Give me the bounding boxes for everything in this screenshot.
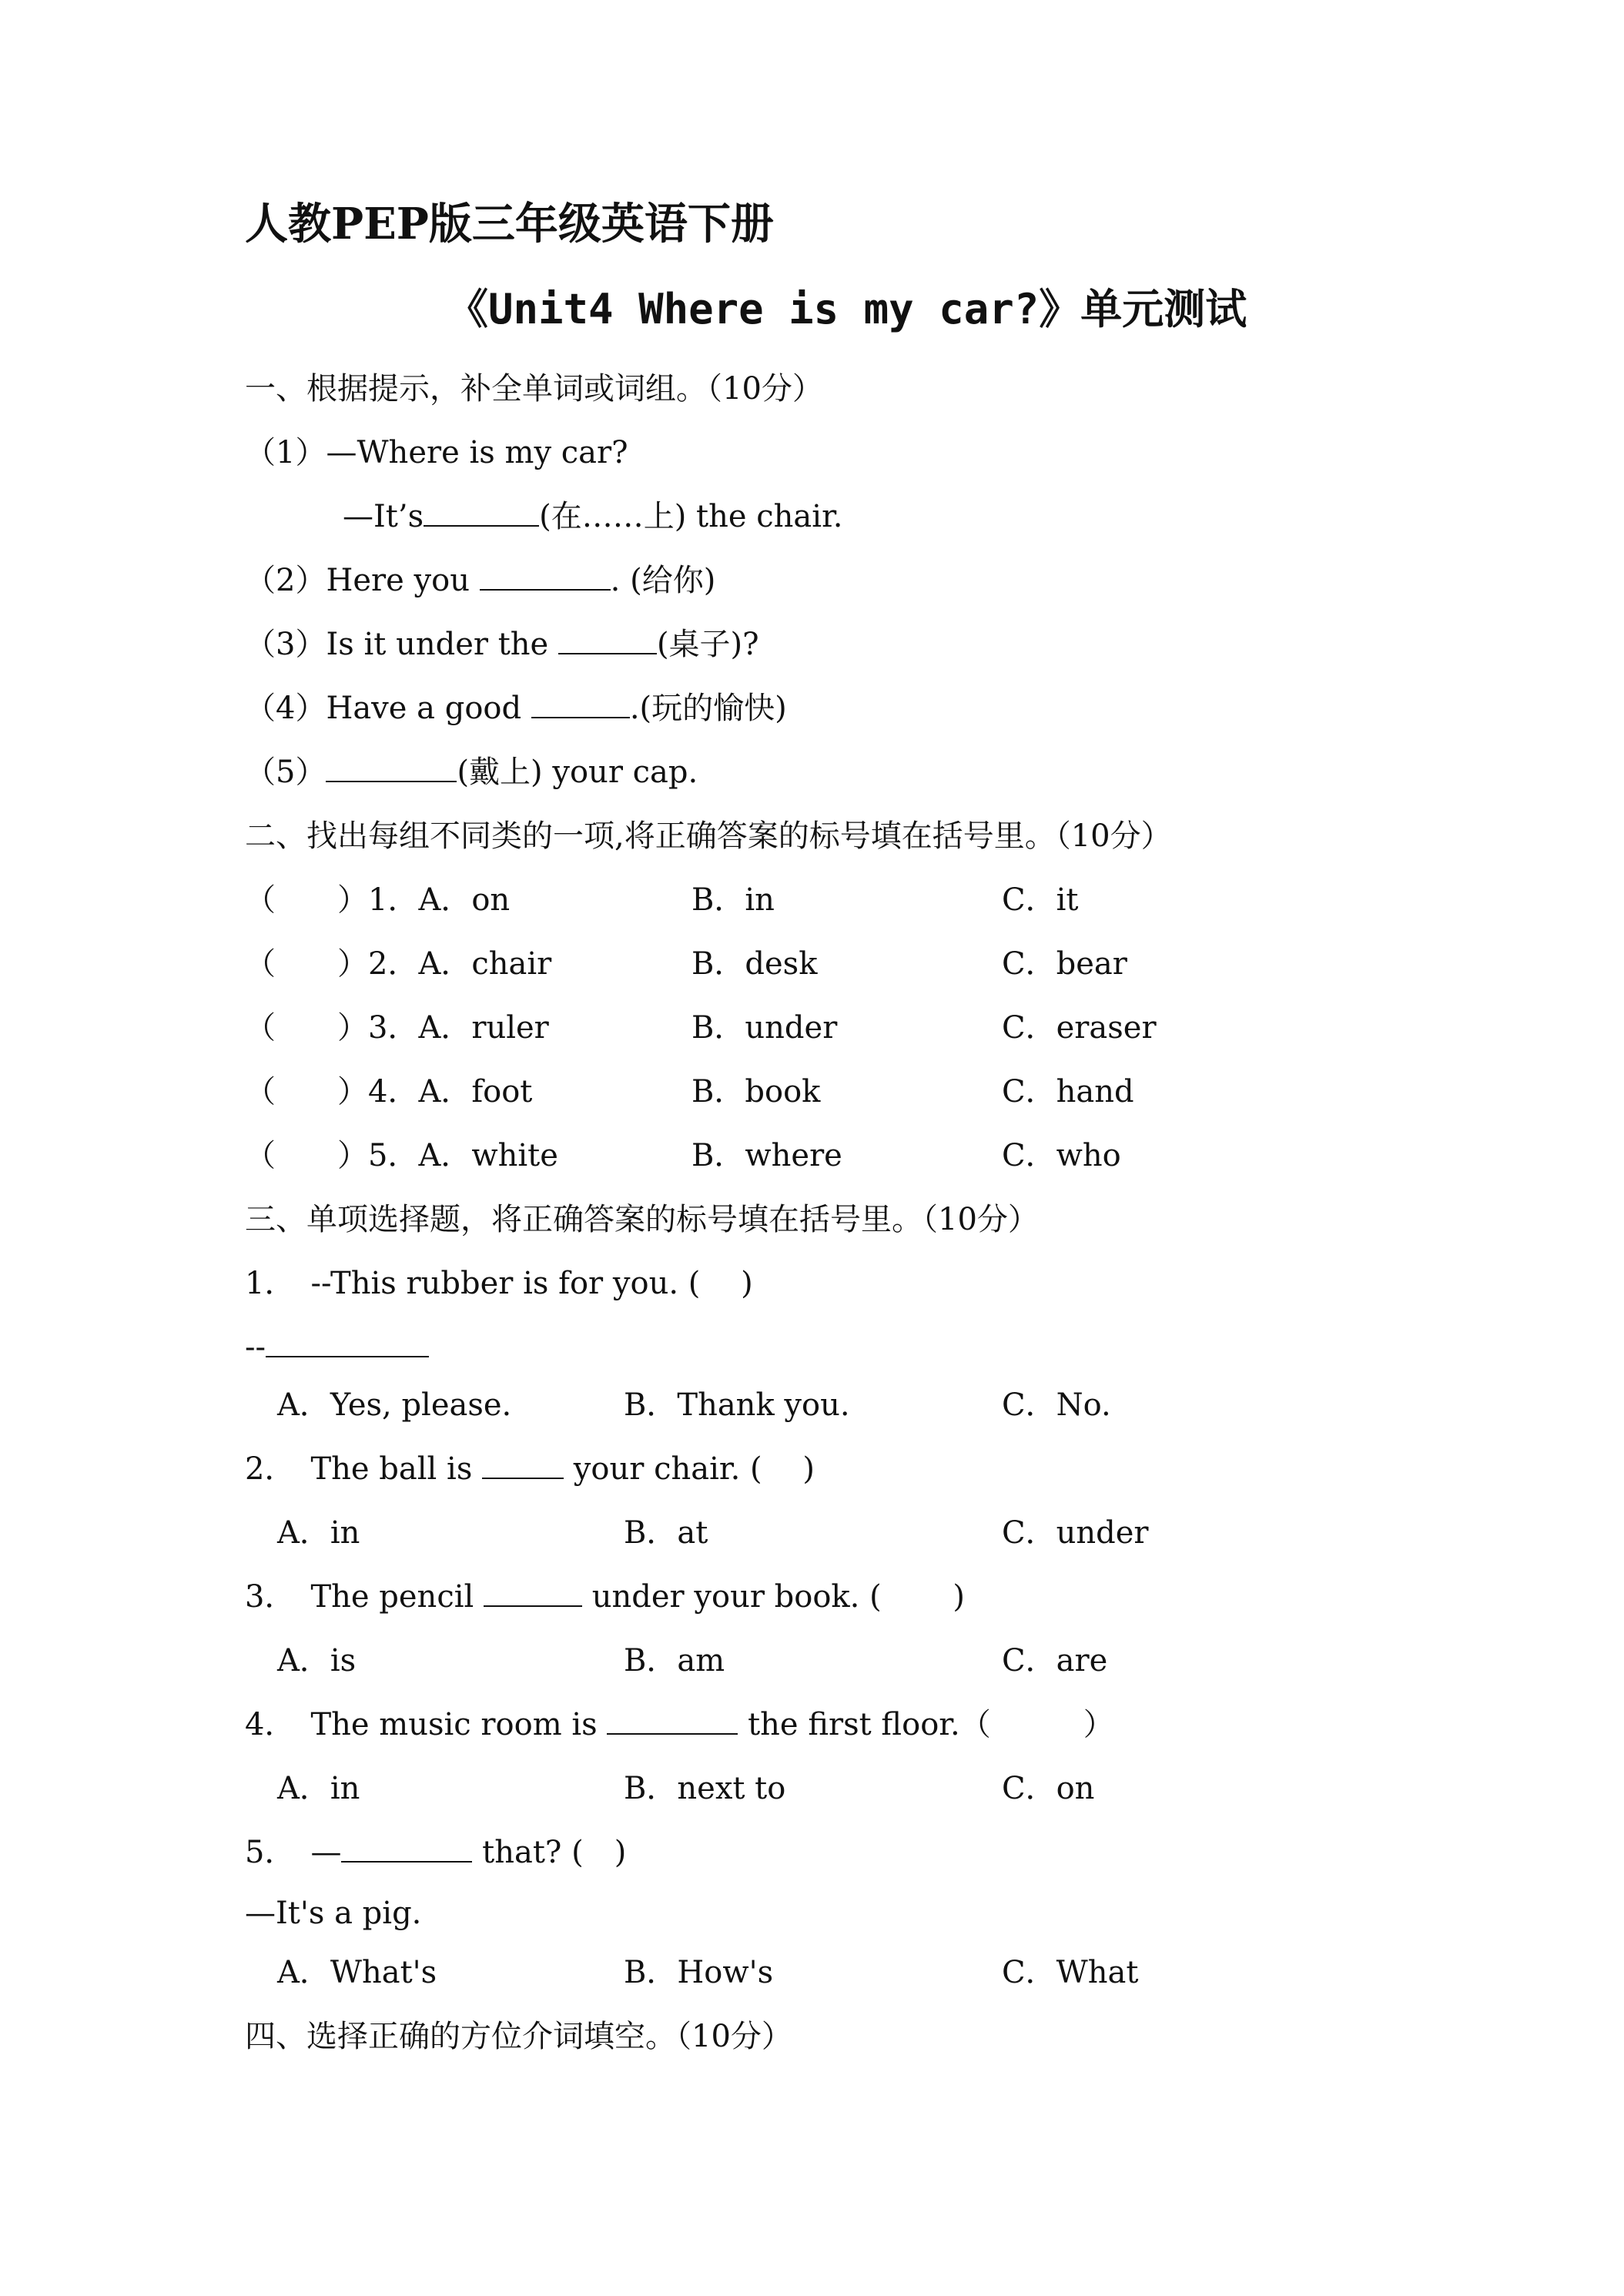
s3-q3-opt-a: A．is [277, 1643, 357, 1678]
section1-heading: 一、根据提示，补全单词或词组。（10分） [245, 371, 823, 407]
s3-q4-post: the first floor.（ ） [748, 1707, 1114, 1742]
s3-q3-opt-c: C．are [1002, 1643, 1108, 1678]
s2-row-2-c: C．bear [1002, 946, 1127, 982]
s3-q1-reply-dash: -- [245, 1330, 266, 1365]
s2-row-4-c: C．hand [1002, 1074, 1134, 1110]
s3-q4-opt-a: A．in [277, 1771, 360, 1806]
s3-q3-post: under your book. ( ) [591, 1579, 966, 1615]
s1-q1-pre: —It’s [343, 499, 424, 534]
section3-heading: 三、单项选择题，将正确答案的标号填在括号里。（10分） [245, 1202, 1039, 1237]
subtitle-unit: Unit4 Where is my car? [488, 285, 1040, 333]
s3-q5-opt-a: A．What's [277, 1955, 437, 1990]
subtitle-close: 》单元测试 [1039, 284, 1247, 333]
s1-q1-post: (在……上) the chair. [539, 499, 843, 534]
s2-row-4-a: （ ）4．A．foot [245, 1074, 533, 1110]
s2-row-3-b: B．under [691, 1010, 838, 1046]
s3-q5-reply: —It's a pig. [245, 1896, 422, 1931]
s2-row-1-a: （ ）1．A．on [245, 882, 511, 918]
s2-row-2-b: B．desk [691, 946, 818, 982]
s3-q3-pre: 3． The pencil [245, 1579, 474, 1615]
section4-heading: 四、选择正确的方位介词填空。（10分） [245, 2019, 792, 2054]
s1-q1-blank[interactable] [424, 499, 539, 527]
s1-q2-blank[interactable] [480, 563, 611, 591]
s2-row-3-c: C．eraser [1002, 1010, 1157, 1046]
s1-q2-post: . (给你) [610, 563, 716, 598]
s1-q3 [245, 625, 759, 664]
s3-q3 [245, 1578, 965, 1616]
subtitle-open-bracket: 《 [447, 284, 488, 333]
s3-q2-blank[interactable] [482, 1451, 564, 1479]
s1-q3-pre: （3）Is it under the [245, 627, 549, 662]
s3-q5-blank[interactable] [341, 1835, 472, 1863]
s2-row-5-c: C．who [1002, 1138, 1121, 1173]
section2-heading: 二、找出每组不同类的一项,将正确答案的标号填在括号里。（10分） [245, 818, 1172, 854]
s2-row-5-b: B．where [691, 1138, 842, 1173]
s1-q5-post: (戴上) your cap. [457, 755, 698, 790]
s3-q5-opt-c: C．What [1002, 1955, 1139, 1990]
s3-q2-post: your chair. ( ) [573, 1451, 815, 1487]
s1-q2-pre: （2）Here you [245, 563, 470, 598]
s3-q2-pre: 2． The ball is [245, 1451, 473, 1487]
s3-q1-opt-b: B．Thank you. [624, 1387, 850, 1423]
s3-q4-opt-c: C．on [1002, 1771, 1095, 1806]
s3-q5 [245, 1833, 626, 1872]
s2-row-2-a: （ ）2．A．chair [245, 946, 552, 982]
s3-q4-opt-b: B．next to [624, 1771, 786, 1806]
s3-q1: 1． --This rubber is for you. ( ) [245, 1266, 753, 1301]
s3-q3-opt-b: B．am [624, 1643, 725, 1678]
s1-q4-pre: （4）Have a good [245, 691, 522, 726]
s1-q4-blank[interactable] [531, 691, 630, 718]
s1-q4 [245, 689, 787, 728]
s2-row-3-a: （ ）3．A．ruler [245, 1010, 549, 1046]
s3-q4-pre: 4． The music room is [245, 1707, 598, 1742]
s1-q1-question: （1）—Where is my car? [245, 435, 628, 470]
s3-q5-opt-b: B．How's [624, 1955, 774, 1990]
s2-row-4-b: B．book [691, 1074, 821, 1110]
s1-q3-blank[interactable] [558, 627, 657, 654]
s3-q1-blank[interactable] [266, 1330, 429, 1357]
s2-row-1-b: B．in [691, 882, 775, 918]
s1-q5-blank[interactable] [326, 755, 457, 782]
s3-q2-opt-a: A．in [277, 1515, 360, 1551]
s3-q3-blank[interactable] [484, 1579, 582, 1607]
s3-q1-opt-c: C．No. [1002, 1387, 1111, 1423]
s1-q4-post: .(玩的愉快) [629, 691, 787, 726]
s3-q5-post: that? ( ) [482, 1835, 627, 1870]
s3-q2-opt-b: B．at [624, 1515, 708, 1551]
s1-q5-pre: （5） [245, 755, 326, 790]
doc-subtitle [447, 283, 1247, 335]
s3-q1-reply [245, 1328, 429, 1367]
s3-q2-opt-c: C．under [1002, 1515, 1149, 1551]
s1-q5 [245, 753, 698, 792]
s3-q1-opt-a: A．Yes, please. [277, 1387, 512, 1423]
s1-q3-post: (桌子)? [656, 627, 759, 662]
s1-q2 [245, 561, 715, 600]
s3-q4-blank[interactable] [607, 1707, 738, 1735]
doc-title: 人教PEP版三年级英语下册 [245, 199, 774, 249]
s1-q1-answer-line [343, 497, 843, 536]
s2-row-5-a: （ ）5．A．white [245, 1138, 558, 1173]
s2-row-1-c: C．it [1002, 882, 1079, 918]
s3-q2 [245, 1450, 815, 1488]
s3-q4 [245, 1705, 1114, 1744]
s3-q5-pre: 5． — [245, 1835, 342, 1870]
